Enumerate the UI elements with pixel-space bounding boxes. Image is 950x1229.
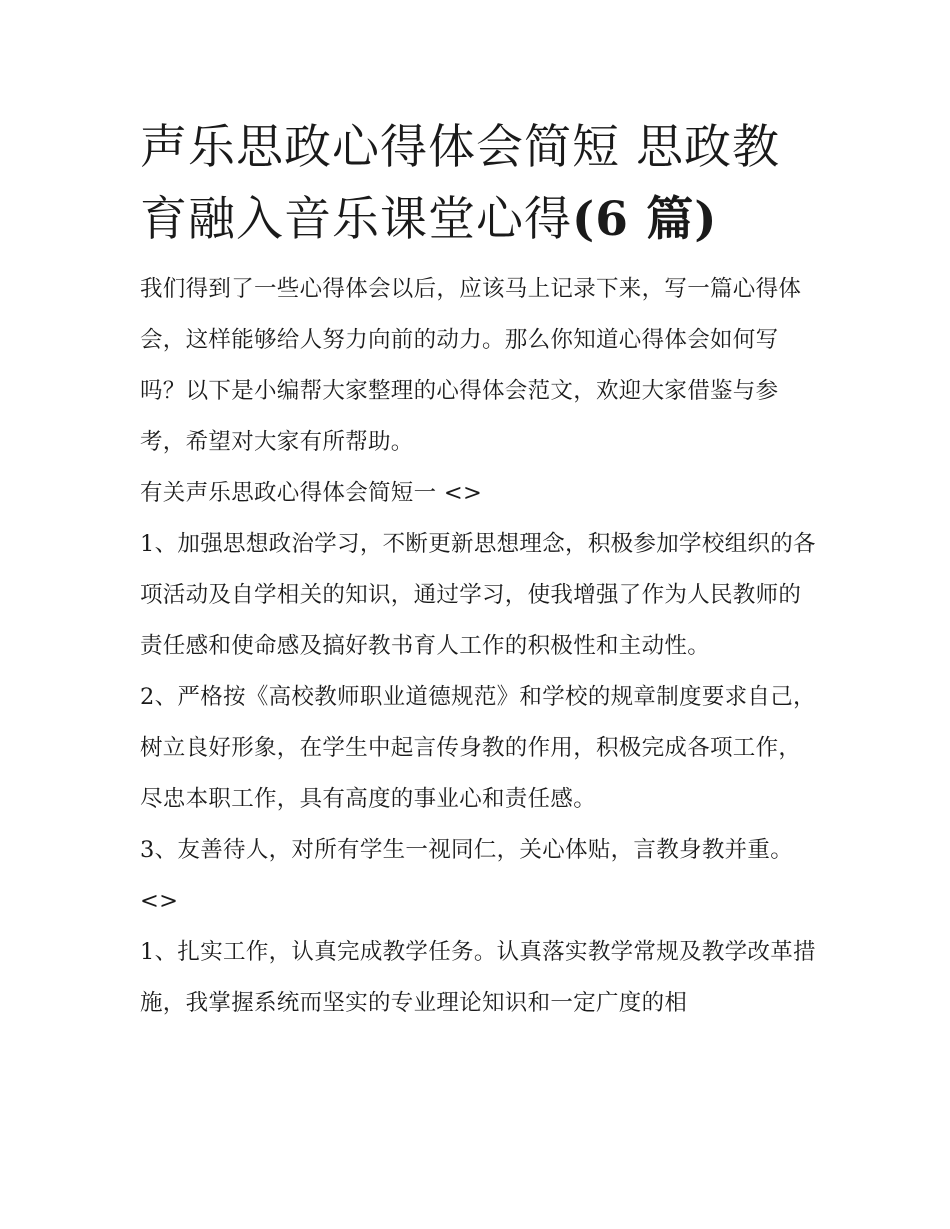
document-content [140,112,820,1029]
title-main: 声乐思政心得体会简短 思政教育融入音乐课堂心得 [140,120,780,247]
intro-paragraph: 我们得到了一些心得体会以后，应该马上记录下来，写一篇心得体会，这样能够给人努力向前的动力。那么你知道心得体会如何写吗？以下是小编帮大家整理的心得体会范文，欢迎大家借鉴与参考，希望对大家有所帮助。 [140,276,802,455]
document-title [140,112,820,256]
list-item-1-second: 1、扎实工作，认真完成教学任务。认真落实教学常规及教学改革措施，我掌握系统而坚实的专业理论知识和一定广度的相 [140,939,816,1016]
section-heading: 有关声乐思政心得体会简短一 <> [140,480,483,506]
list-item-1: 1、加强思想政治学习，不断更新思想理念，积极参加学校组织的各项活动及自学相关的知识，通过学习，使我增强了作为人民教师的责任感和使命感及搞好教书育人工作的积极性和主动性。 [140,531,816,659]
list-item-3: 3、友善待人，对所有学生一视同仁，关心体贴，言教身教并重。 <> [140,837,794,914]
title-suffix: (6 篇) [572,192,718,247]
list-item-2: 2、严格按《高校教师职业道德规范》和学校的规章制度要求自己，树立良好形象，在学生中起言传身教的作用，积极完成各项工作，尽忠本职工作，具有高度的事业心和责任感。 [140,684,816,812]
